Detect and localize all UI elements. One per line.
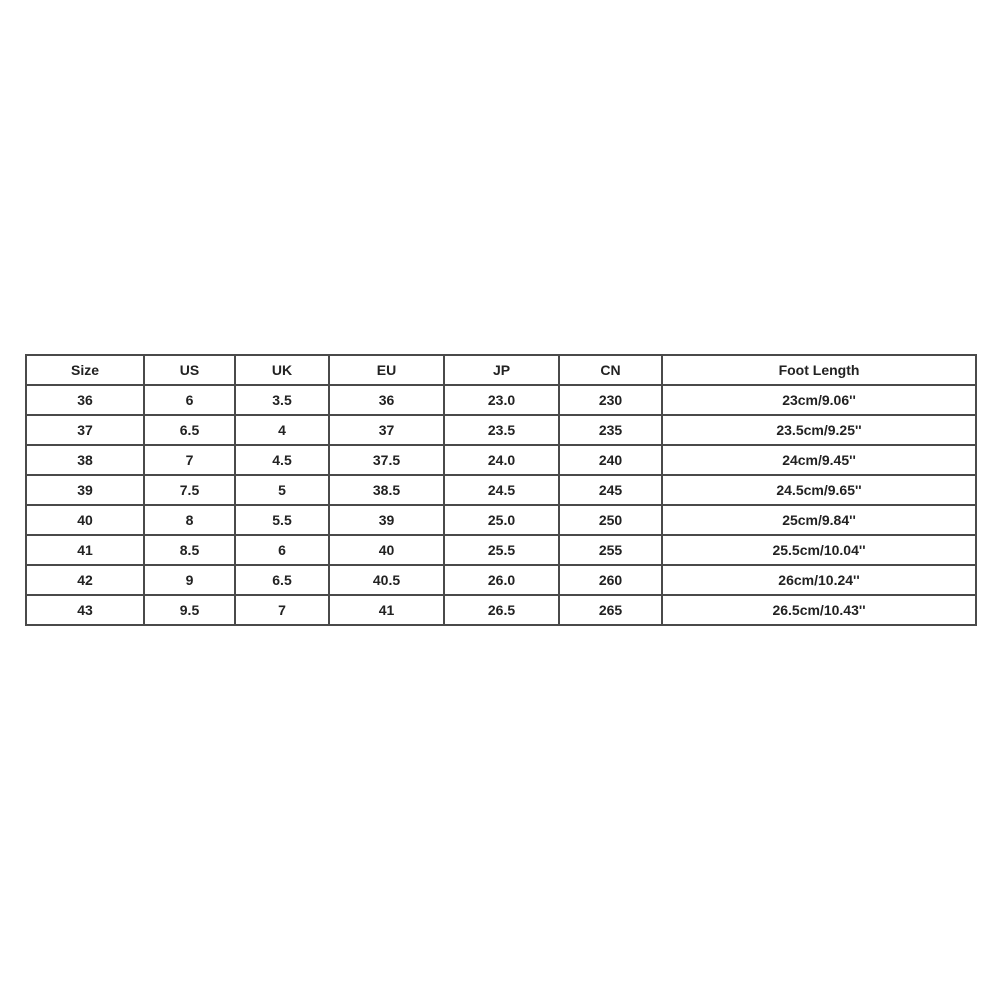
cell-uk: 5.5 xyxy=(235,505,329,535)
cell-foot-length: 25cm/9.84'' xyxy=(662,505,976,535)
cell-cn: 245 xyxy=(559,475,662,505)
cell-size: 40 xyxy=(26,505,144,535)
cell-jp: 25.0 xyxy=(444,505,559,535)
cell-jp: 25.5 xyxy=(444,535,559,565)
cell-cn: 230 xyxy=(559,385,662,415)
cell-size: 43 xyxy=(26,595,144,625)
cell-foot-length: 25.5cm/10.04'' xyxy=(662,535,976,565)
cell-uk: 3.5 xyxy=(235,385,329,415)
cell-foot-length: 26cm/10.24'' xyxy=(662,565,976,595)
header-size: Size xyxy=(26,355,144,385)
table-row xyxy=(26,475,976,505)
cell-uk: 6.5 xyxy=(235,565,329,595)
size-chart-table xyxy=(25,354,977,626)
table-row xyxy=(26,445,976,475)
cell-us: 9 xyxy=(144,565,235,595)
cell-jp: 24.5 xyxy=(444,475,559,505)
cell-us: 9.5 xyxy=(144,595,235,625)
header-cn: CN xyxy=(559,355,662,385)
cell-us: 8 xyxy=(144,505,235,535)
header-eu: EU xyxy=(329,355,444,385)
cell-cn: 235 xyxy=(559,415,662,445)
cell-eu: 41 xyxy=(329,595,444,625)
cell-eu: 39 xyxy=(329,505,444,535)
cell-us: 6.5 xyxy=(144,415,235,445)
cell-eu: 40 xyxy=(329,535,444,565)
header-uk: UK xyxy=(235,355,329,385)
cell-foot-length: 24.5cm/9.65'' xyxy=(662,475,976,505)
cell-eu: 36 xyxy=(329,385,444,415)
table-row xyxy=(26,595,976,625)
table-row xyxy=(26,415,976,445)
table-row xyxy=(26,385,976,415)
cell-size: 38 xyxy=(26,445,144,475)
cell-cn: 260 xyxy=(559,565,662,595)
cell-cn: 250 xyxy=(559,505,662,535)
cell-cn: 255 xyxy=(559,535,662,565)
cell-us: 8.5 xyxy=(144,535,235,565)
table-row xyxy=(26,535,976,565)
table-row xyxy=(26,505,976,535)
cell-uk: 5 xyxy=(235,475,329,505)
table-row xyxy=(26,565,976,595)
cell-jp: 23.0 xyxy=(444,385,559,415)
cell-cn: 240 xyxy=(559,445,662,475)
cell-jp: 26.0 xyxy=(444,565,559,595)
cell-jp: 23.5 xyxy=(444,415,559,445)
cell-uk: 7 xyxy=(235,595,329,625)
header-us: US xyxy=(144,355,235,385)
cell-jp: 26.5 xyxy=(444,595,559,625)
cell-uk: 6 xyxy=(235,535,329,565)
cell-size: 41 xyxy=(26,535,144,565)
cell-cn: 265 xyxy=(559,595,662,625)
table-header-row xyxy=(26,355,976,385)
cell-us: 6 xyxy=(144,385,235,415)
cell-size: 36 xyxy=(26,385,144,415)
cell-eu: 37.5 xyxy=(329,445,444,475)
cell-jp: 24.0 xyxy=(444,445,559,475)
cell-foot-length: 23.5cm/9.25'' xyxy=(662,415,976,445)
cell-size: 37 xyxy=(26,415,144,445)
cell-foot-length: 26.5cm/10.43'' xyxy=(662,595,976,625)
cell-size: 42 xyxy=(26,565,144,595)
cell-uk: 4.5 xyxy=(235,445,329,475)
cell-foot-length: 23cm/9.06'' xyxy=(662,385,976,415)
cell-foot-length: 24cm/9.45'' xyxy=(662,445,976,475)
cell-eu: 40.5 xyxy=(329,565,444,595)
cell-us: 7.5 xyxy=(144,475,235,505)
cell-eu: 37 xyxy=(329,415,444,445)
cell-size: 39 xyxy=(26,475,144,505)
cell-us: 7 xyxy=(144,445,235,475)
cell-eu: 38.5 xyxy=(329,475,444,505)
cell-uk: 4 xyxy=(235,415,329,445)
header-jp: JP xyxy=(444,355,559,385)
header-foot-length: Foot Length xyxy=(662,355,976,385)
